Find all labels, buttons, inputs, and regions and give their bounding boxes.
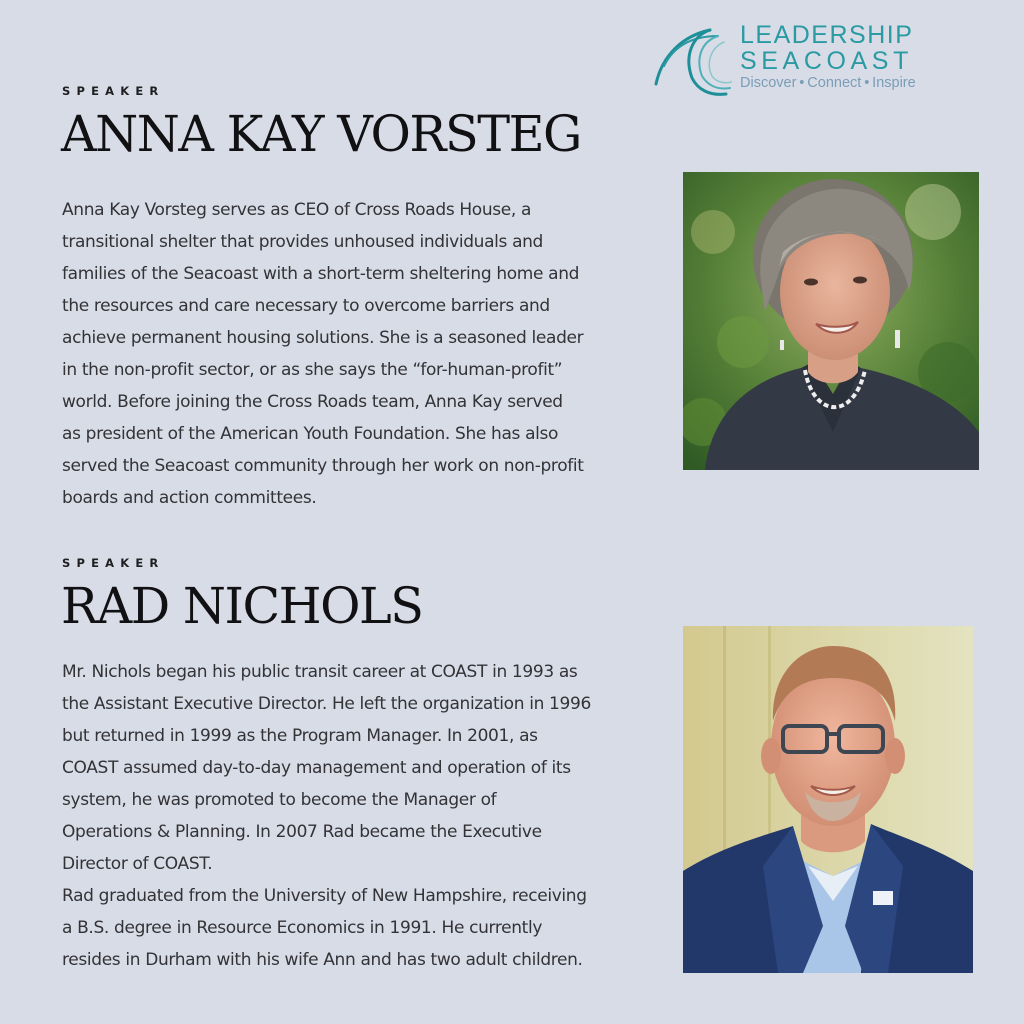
leadership-seacoast-logo [652,22,922,102]
speaker-bio: Anna Kay Vorsteg serves as CEO of Cross Roads House, a transitional shelter that provides unhoused individuals and families of the Seacoast with a short-term sheltering home and the resources and care necessary to overcome barriers and achieve permanent housing solutions. She is a seasoned leader in the non-profit sector, or as she says the “for-human-profit” world. Before joining the Cross Roads team, Anna Kay served as president of the American Youth Foundation. She has also served the Seacoast community through her work on non-profit boards and action committees. [62,200,584,508]
logo-title-line2: SEACOAST [740,47,913,75]
speaker-photo [683,626,973,973]
speaker-name: ANNA KAY VORSTEG [61,105,581,163]
logo-text [740,22,916,92]
logo-title-line1: LEADERSHIP [740,21,914,49]
speaker-photo [683,172,979,470]
logo-tagline: Discover • Connect • Inspire [740,75,916,91]
speaker-eyebrow: SPEAKER [62,84,165,98]
speaker-eyebrow: SPEAKER [62,556,165,570]
portrait-photo [683,172,979,470]
speaker-bio: Mr. Nichols began his public transit career at COAST in 1993 as the Assistant Executive Director. He left the organization in 1996 but returned in 1999 as the Program Manager. In 2001, as COAST assumed day-to-day management and operation of its system, he was promoted to become the Manager of Operations & Planning. In 2007 Rad became the Executive Director of COAST. Rad graduated from the University of New Hampshire, receiving a B.S. degree in Resource Economics in 1991. He currently resides in Durham with his wife Ann and has two adult children. [62,662,591,970]
portrait-photo [683,626,973,973]
speaker-name: RAD NICHOLS [61,577,423,635]
wave-icon [652,26,732,98]
